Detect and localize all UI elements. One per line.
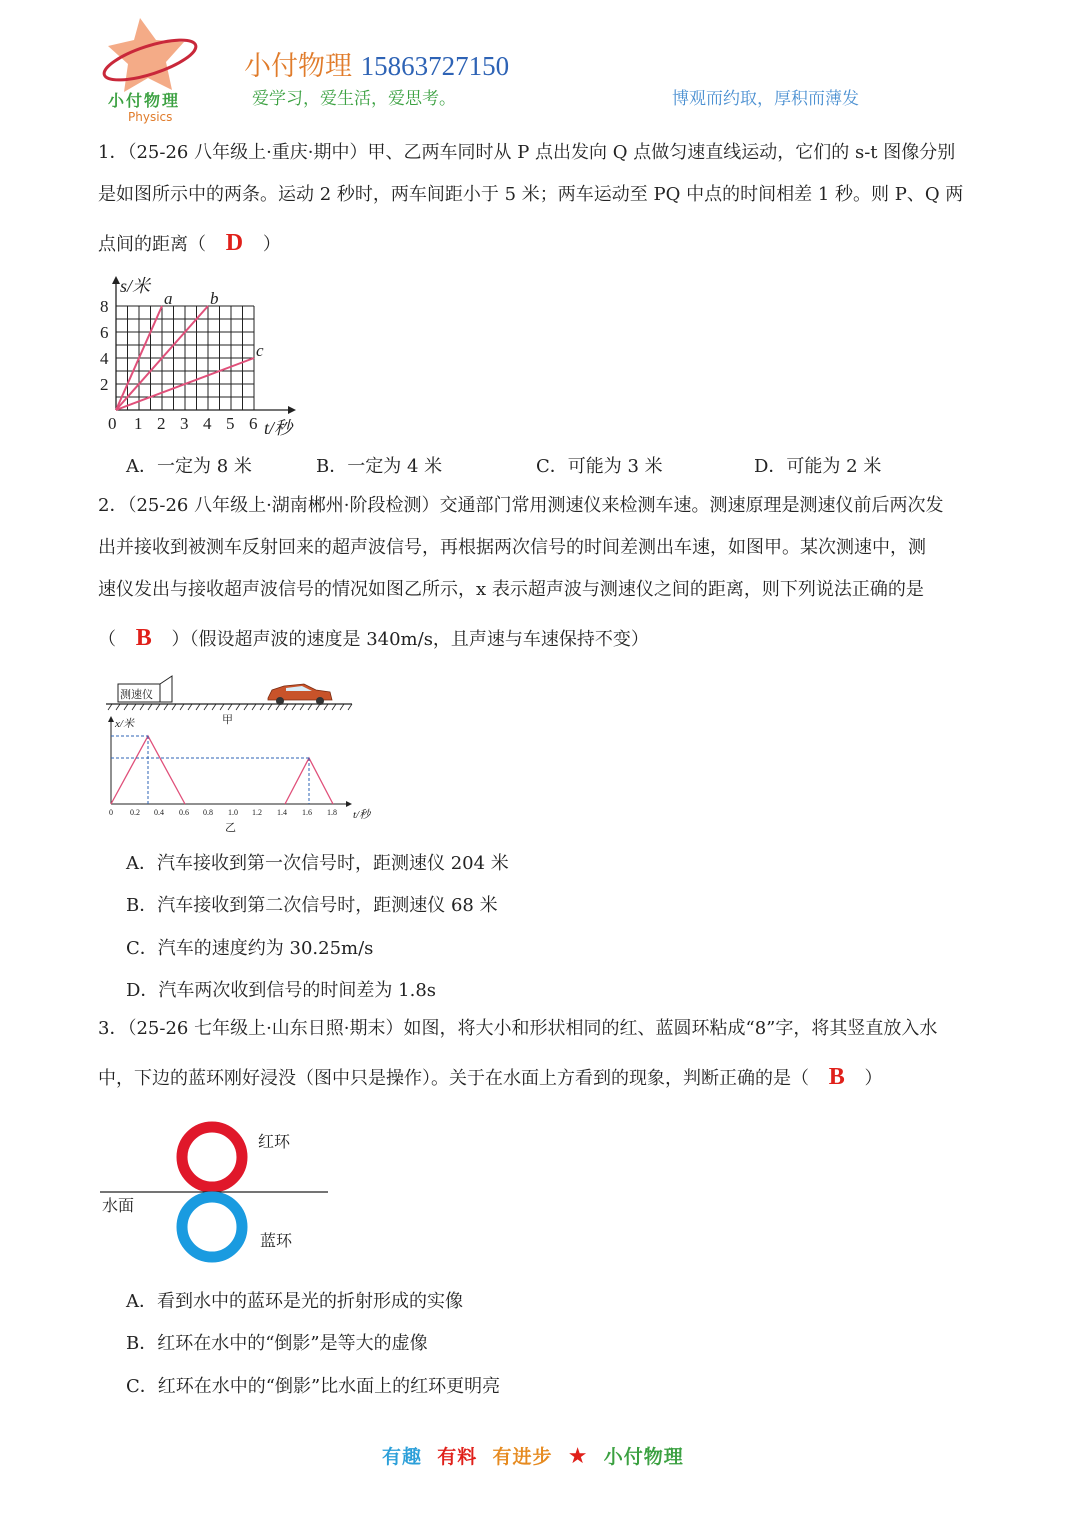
q1-line2: 是如图所示中的两条。运动 2 秒时，两车间距小于 5 米；两车运动至 PQ 中点的时间相差 1 秒。则 P、Q 两 [98,184,964,205]
q2-option-a[interactable]: A．汽车接收到第一次信号时，距测速仪 204 米 [126,853,509,874]
blue-ring-label: 蓝环 [260,1233,293,1250]
q2-line1: 2．（25-26 八年级上·湖南郴州·阶段检测）交通部门常用测速仪来检测车速。测速原理是测速仪前后两次发 [98,495,944,516]
fig1-series [116,289,264,410]
q2-line4-pre: （ [98,629,116,650]
blue-ring [182,1197,242,1257]
fig2-caption-bottom: 乙 [225,822,236,834]
logo-subtext: Physics [128,110,173,124]
fig1-line-label-a: a [164,289,173,308]
fig2-x-tick: 0.6 [179,808,189,817]
q2-option-b[interactable]: B．汽车接收到第二次信号时，距测速仪 68 米 [126,895,498,916]
q1-option-c[interactable]: C．可能为 3 米 [536,456,663,477]
footer-part2: 有料 [437,1446,478,1468]
question-1 [98,132,988,266]
q2-line4-post: ）（假设超声波的速度是 340m/s，且声速与车速保持不变） [171,629,649,650]
q3-option-a[interactable]: A．看到水中的蓝环是光的折射形成的实像 [126,1291,463,1312]
fig1-line-label-c: c [256,341,264,360]
logo-text: 小付物理 [108,91,181,110]
q3-line2-post: ） [864,1068,883,1089]
fig2-x-tick: 1.6 [302,808,312,817]
fig1-x-tick: 6 [249,414,258,433]
footer-part4: 小付物理 [603,1446,684,1468]
fig1-x-tick: 2 [157,414,166,433]
q1-option-a[interactable]: A．一定为 8 米 [126,456,252,477]
q1-answer: D [225,230,244,256]
fig2-x-ticks [109,808,337,817]
fig1-x-tick: 5 [226,414,235,433]
figure-3-rings [98,1114,338,1266]
footer-slogan [382,1442,684,1469]
q2-answer: B [135,625,152,651]
q3-line2-pre: 中，下边的蓝环刚好浸没（图中只是操作）。关于在水面上方看到的现象，判断正确的是（ [98,1068,809,1089]
q3-line2 [98,1056,988,1100]
fig2-x-label: t/秒 [353,809,371,821]
slogan-right: 博观而约取，厚积而薄发 [672,89,859,109]
fig1-x-tick: 4 [203,414,212,433]
red-ring [182,1127,242,1187]
q3-line1: 3．（25-26 七年级上·山东日照·期末）如图，将大小和形状相同的红、蓝圆环粘成“8”字，将其竖直放入水 [98,1018,938,1039]
fig1-y-arrow [112,276,120,284]
slogan-left: 爱学习，爱生活，爱思考。 [252,89,456,109]
fig2-x-tick: 0 [109,808,113,817]
q2-option-c[interactable]: C．汽车的速度约为 30.25m/s [126,938,374,959]
fig1-grid [116,306,254,410]
brand-phone: 15863727150 [360,51,510,81]
fig2-x-tick: 1.8 [327,808,337,817]
red-ring-label: 红环 [258,1134,291,1151]
q2-line2: 出并接收到被测车反射回来的超声波信号，再根据两次信号的时间差测出车速，如图甲。某次测速中，测 [98,537,926,558]
logo [100,12,210,127]
fig1-line-label-b: b [210,289,219,308]
fig1-x-tick: 3 [180,414,189,433]
fig2-x-tick: 1.4 [277,808,287,817]
fig2-caption-top: 甲 [222,714,233,726]
q2-line3: 速仪发出与接收超声波信号的情况如图乙所示，x 表示超声波与测速仪之间的距离，则下列说法正确的是 [98,579,924,600]
figure-2-speed-detector [100,672,380,840]
fig1-x-arrow [288,406,296,414]
fig2-device-label: 测速仪 [120,689,153,701]
fig1-x-label: t/秒 [264,418,293,438]
water-label: 水面 [102,1198,135,1215]
q1-line3-pre: 点间的距离（ [98,234,206,255]
fig1-y-tick: 4 [100,349,109,368]
q2-line4 [98,617,988,661]
q3-option-b[interactable]: B．红环在水中的“倒影”是等大的虚像 [126,1333,428,1354]
question-2 [98,485,988,661]
q3-option-c[interactable]: C．红环在水中的“倒影”比水面上的红环更明亮 [126,1376,501,1397]
star-icon: ★ [567,1444,589,1469]
fig1-y-tick: 6 [100,323,109,342]
figure-1-st-graph [96,272,306,442]
fig2-y-label: x/米 [115,718,134,730]
q1-line3-post: ） [262,234,281,255]
fig2-x-tick: 0.4 [154,808,164,817]
fig2-ground-hatch [108,704,352,710]
q3-answer: B [828,1064,845,1090]
q1-line3 [98,222,988,266]
car-icon [268,684,332,705]
fig1-x-tick: 0 [108,414,117,433]
footer-part1: 有趣 [382,1446,423,1468]
fig2-x-tick: 1.0 [228,808,238,817]
brand-title [244,44,509,83]
fig2-x-tick: 0.2 [130,808,140,817]
fig2-x-tick: 1.2 [252,808,262,817]
q1-option-b[interactable]: B．一定为 4 米 [316,456,443,477]
q1-line1: 1．（25-26 八年级上·重庆·期中）甲、乙两车同时从 P 点出发向 Q 点做匀速直线运动，它们的 s-t 图像分别 [98,142,956,163]
q2-option-d[interactable]: D．汽车两次收到信号的时间差为 1.8s [126,980,437,1001]
fig2-x-tick: 0.8 [203,808,213,817]
footer-part3: 有进步 [492,1446,553,1468]
fig1-y-tick: 2 [100,375,109,394]
fig1-x-tick: 1 [134,414,143,433]
q1-option-d[interactable]: D．可能为 2 米 [754,456,882,477]
fig1-y-tick: 8 [100,297,109,316]
question-3 [98,1008,988,1100]
fig1-y-label: s/米 [120,276,151,296]
brand-name: 小付物理 [244,51,352,82]
